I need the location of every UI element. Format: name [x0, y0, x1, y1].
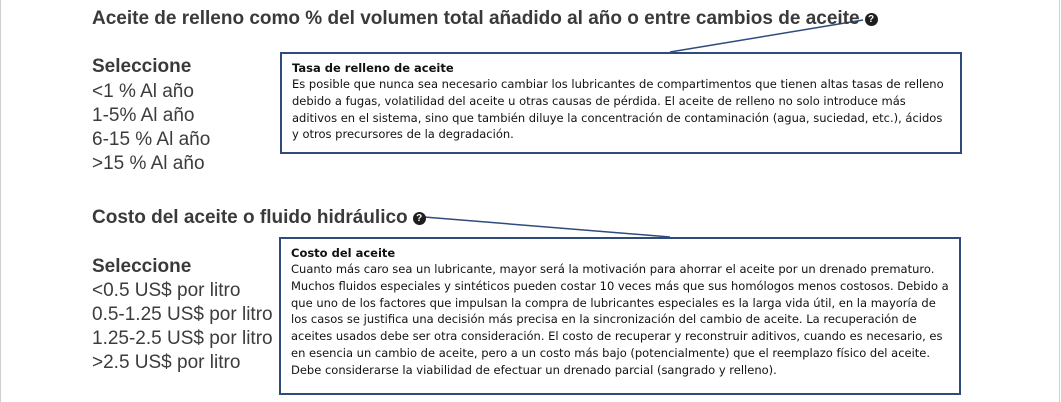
option-fill-under-1[interactable]: <1 % Al año	[92, 81, 194, 102]
option-fill-6-15[interactable]: 6-15 % Al año	[92, 129, 211, 150]
question-circle-icon[interactable]: ?	[865, 13, 878, 26]
tooltip-oil-cost	[279, 237, 961, 395]
tooltip-oil-cost-text: Cuanto más caro sea un lubricante, mayor será la motivación para ahorrar el aceite por un drenado prematuro. Muchos fluidos especiales y sintéticos pueden costar 10 veces más que sus homólogos menos costosos. Debido a que uno de los factores que impulsan la compra de lubricantes especiales es la larga vida útil, en la mayoría de los casos se justifica una decisión más precisa en la sincronización del cambio de aceite. La recuperación de aceites usados debe ser otra consideración. El costo de recuperar y reconstruir aditivos, cuando es necesario, es en esencia un cambio de aceite, pero a un costo más bajo (potencialmente) que el reemplazo físico del aceite. Debe considerarse la viabilidad de efectuar un drenado parcial (sangrado y relleno).	[291, 262, 949, 377]
section1-options	[92, 80, 210, 176]
section1-title-text: Aceite de relleno como % del volumen total añadido al año o entre cambios de aceite	[92, 8, 860, 29]
option-fill-over-15[interactable]: >15 % Al año	[92, 153, 205, 174]
section2-options	[92, 279, 273, 375]
section2-title	[92, 207, 426, 229]
section2-title-text: Costo del aceite o fluido hidráulico	[92, 207, 408, 228]
question-circle-icon[interactable]: ?	[413, 212, 426, 225]
section2-select-label: Seleccione	[92, 256, 192, 277]
tooltip-fill-rate-text: Es posible que nunca sea necesario cambiar los lubricantes de compartimentos que tienen altas tasas de relleno debido a fugas, volatilidad del aceite u otras causas de pérdida. El aceite de relleno no solo introduce más aditivos en el sistema, sino que también diluye la concentración de contaminación (agua, suciedad, etc.), ácidos y otros precursores de la degradación.	[292, 77, 944, 142]
tooltip-fill-rate-title: Tasa de relleno de aceite	[292, 61, 454, 75]
section1-select-label: Seleccione	[92, 56, 192, 77]
option-cost-under-0-5[interactable]: <0.5 US$ por litro	[92, 280, 241, 301]
section1-title	[92, 8, 878, 30]
option-fill-1-5[interactable]: 1-5% Al año	[92, 105, 195, 126]
option-cost-0-5-1-25[interactable]: 0.5-1.25 US$ por litro	[92, 304, 273, 325]
leader-line-2	[424, 217, 670, 237]
tooltip-fill-rate	[280, 52, 962, 154]
option-cost-over-2-5[interactable]: >2.5 US$ por litro	[92, 352, 241, 373]
option-cost-1-25-2-5[interactable]: 1.25-2.5 US$ por litro	[92, 328, 273, 349]
tooltip-oil-cost-title: Costo del aceite	[291, 246, 396, 260]
